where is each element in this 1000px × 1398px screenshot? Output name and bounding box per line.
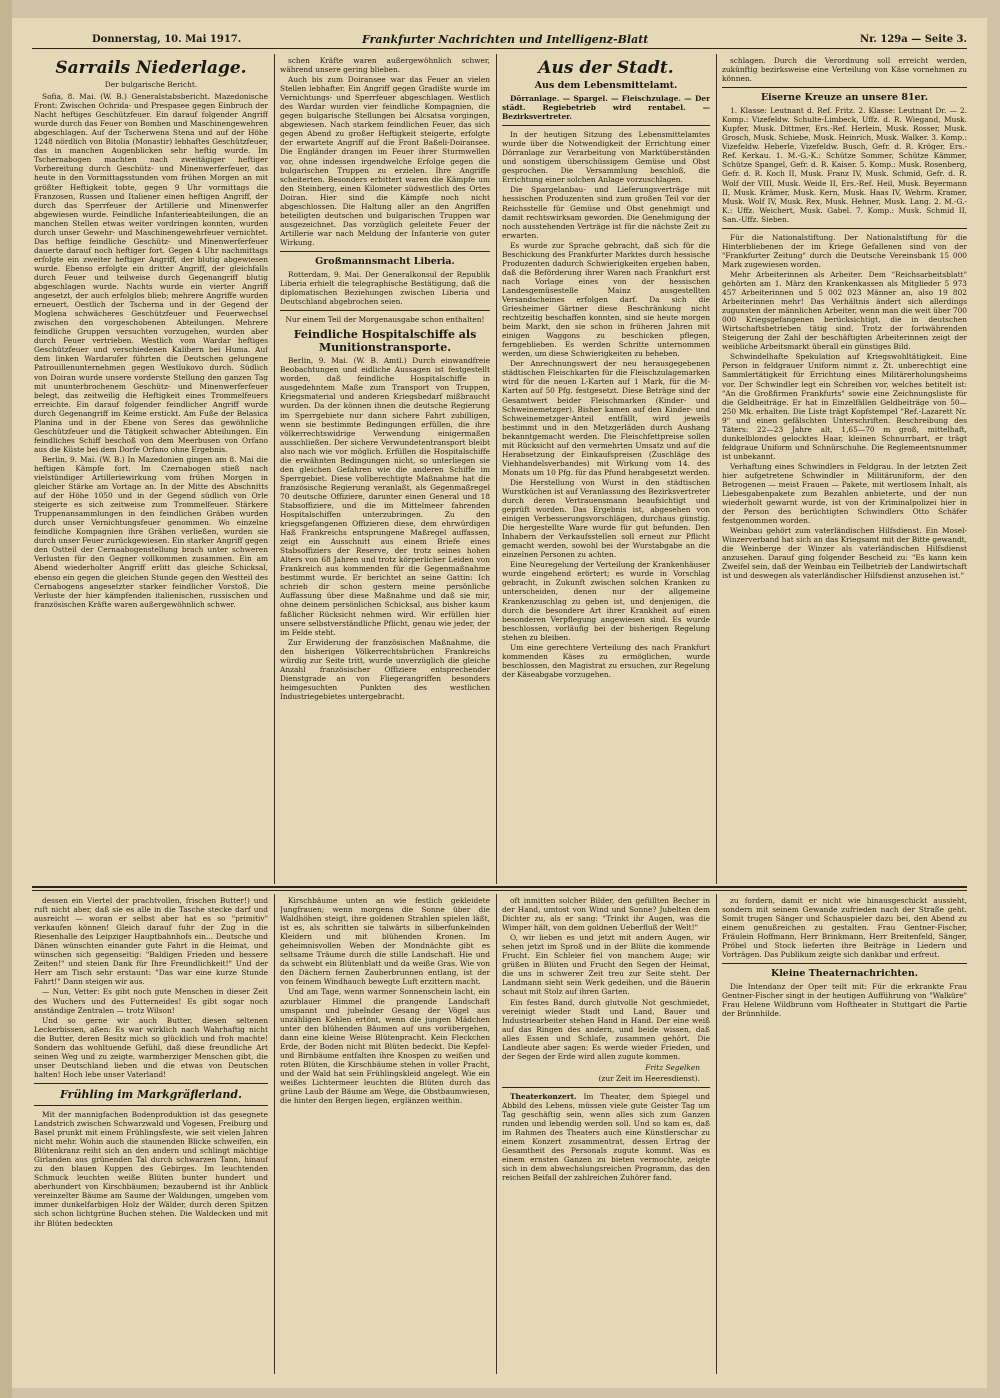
column-front-news bbox=[280, 56, 490, 882]
paragraph: Mit der mannigfachen Bodenproduktion ist das gesegnete Landstrich zwischen Schwarzwald und Vogesen, Freiburg und Basel prunkt mit einem Frühlingsfeste, wie seit vielen Jahren nicht mehr. Wohin auch die staunenden Blicke schweifen, ein Blütenkranz reiht sich an den andern und schlingt mächtige Girlanden aus grünenden Tal durch schwarzen Tann, hinauf zu den blauen Kuppen des Gebirges. Im leuchtenden Schmuck leuchten weiße Blüten bunter hundert und aberhundert von Kirschbäumen; bezaubernd ist ihr Anblick vereinzelter Bäume am Saume der Waldungen, umgeben vom immer dunkelfarbigen Holz der Wälder, durch deren Spitzen sich schon lichtgrüne Buchen stehen. Die Waldecken und mit ihr Blüten bedeckten bbox=[34, 1109, 268, 1228]
paragraph-text: Im Theater, dem Spiegel und Abbild des Lebens, müssen viele gute Geister Tag um Tag geschäftig sein, wenn alles sich zum Ganzen runden und lebendig werden soll. Und so kam es, daß im Rahmen des Theaters auch eine Künstlerschar zu einem Konzert zusammentrat, dessen Ertrag der Gesamtheit des Personals zugute kommt. Was es einem ernsten Ganzen zu bieten vermochte, zeigte sich in dem abwechslungsreichen Programm, das den reichen Beifall der zahlreichen Zuhörer fand. bbox=[502, 1091, 710, 1183]
paragraph: Und am Tage, wenn warmer Sonnenschein lacht, ein azurblauer Himmel die prangende Landschaft umspannt und jubelnder Gesang der Vögel aus unzähligen Kehlen ertönt, wenn die jungen Mädchen unter den blühenden Bäumen auf uns vorübergehen, dann eine kleine Weise Blütenpracht. Kein Fleckchen Erde, der Boden nicht mit Blüten bedeckt. Die Kepfel- und Birnbäume entfalten ihre Knospen zu weißen und roten Blüten, die Kirschbäume stehen in voller Pracht, und der Wald hat sein Frühlingskleid angelegt. Wie ein weißes Lichtermeer leuchten die Blüten durch das grüne Laub der Bäume am Wege, die Obstbaumwiesen, die hinter den Bergen liegen, erglänzen weithin. bbox=[280, 987, 490, 1106]
column-war-report bbox=[34, 56, 268, 882]
section-title: Aus der Stadt. bbox=[538, 58, 674, 78]
divider bbox=[34, 1105, 268, 1106]
divider bbox=[722, 963, 967, 964]
paragraph: Kirschbäume unten an wie festlich gekleidete Jungfrauen; wenn morgens die Sonne über die Waldhöhen steigt, ihre goldenen Strahlen spielen läßt, ist es, als schritten sie talwärts in silberfunkelnden Kleidern und mit blühenden Kronen. Im geheimnisvollen Weben der Mondnächte gibt es seltsame Träume durch die stille Landschaft. Hie und da schwebt ein Blütenblatt und da weiße Gras. Wie von den Dächern fernen Zauberbrunnen entlang, ist der von feinem Windhauch bewegte Luft erzittern macht. bbox=[280, 896, 490, 987]
paragraph: schlagen. Durch die Verordnung soll erreicht werden, zukünftig bezirksweise eine Verteilung von Käse vornehmen zu können. bbox=[722, 56, 967, 84]
paragraph: zu fordern, damit er nicht wie hinausgeschickt aussieht, sondern mit seinem Gewande zufrieden nach der Straße geht. Somit trugen Sänger und Schauspieler dazu bei, den Abend zu einem genußreichen zu gestalten. Frau Gentner-Fischer, Fräulein Hoffmann, Herr Brinkmann, Herr Breitenfeld, Sänger, Pröbel und Stock lieferten ihre Beiträge in Liedern und Vorträgen. Das Publikum zeigte sich dankbar und erfreut. bbox=[722, 896, 967, 960]
author-signature: Fritz Segelken bbox=[645, 1062, 700, 1072]
divider bbox=[722, 87, 967, 88]
column-rule bbox=[496, 54, 497, 884]
column-rule bbox=[716, 54, 717, 884]
divider bbox=[502, 125, 710, 126]
divider bbox=[280, 251, 490, 252]
column-city-news bbox=[502, 56, 710, 882]
feuilleton-column-3 bbox=[502, 896, 710, 1374]
paragraph: — Nun, Vetter: Es gibt noch gute Menschen in dieser Zeit des Wuchers und des Futterneides! Es gibt sogar noch anständige Zentralen — trotz Wilson! bbox=[34, 987, 268, 1015]
column-rule bbox=[496, 894, 497, 1374]
article-title: Eiserne Kreuze an unsere 81er. bbox=[760, 92, 929, 104]
article-title: Großmannsmacht Liberia. bbox=[315, 255, 455, 267]
paragraph: Eine Neuregelung der Verteilung der Krankenhäuser wurde eingehend erörtert; es wurde in Vorschlag gebracht, in Zukunft zwischen solchen Kranken zu unterscheiden, denen nur der allgemeine Krankenzuschlag zu geben ist, und denjenigen, die durch die besondere Art ihrer Krankheit auf einen besonderen Verpflegung angewiesen sind. Es wurde beschlossen, vorläufig bei der bisherigen Regelung stehen zu bleiben. bbox=[502, 560, 710, 642]
paragraph bbox=[502, 1092, 710, 1182]
article-summary: Dörranlage. — Spargel. — Fleischzulage. — Der städt. Regiebetrieb wird rentabel. — Bezirksvertreter. bbox=[502, 94, 710, 122]
binding-edge bbox=[0, 0, 12, 1398]
paragraph: In der heutigen Sitzung des Lebensmittelamtes wurde über die Notwendigkeit der Errichtung einer Dörranlage zur Verarbeitung von Marktüberständen und sonstigem überschüssigem Gemüse und Obst gesprochen. Die Versammlung beschloß, die Errichtung einer solchen Anlage vorzuschlagen. bbox=[502, 130, 710, 185]
paragraph: Und so gerne wir auch Butter, diesen seltenen Leckerbissen, aßen: Es war wirklich nach Wahrhaftig nicht die Butter, deren Besitz mich so glücklich und froh machte! Sondern das wohltuende Gefühl, daß diese freundliche Art seinen Weg und zu zeigte, warmherziger Menschen gibt, die unser Deutschland lieben und die etwas von Deutschen halten! Hoch lebe unser Vaterland! bbox=[34, 1015, 268, 1079]
divider bbox=[502, 1087, 710, 1088]
paragraph: Auch bis zum Doiransee war das Feuer an vielen Stellen lebhafter. Ein Angriff gegen Gradište wurde im Vernichtungs- und Sperrfeuer abgeschlagen. Westlich des Wardar wurden vier feindliche Kompagnien, die gegen bulgarische Stellungen bei Alcsatsa vorgingen, abgewiesen. Nach starkem feindlichen Feuer, das sich gegen Abend zu großer Heftigkeit steigerte, erfolgte der erwartete Angriff auf die Front Baßeli-Doiransee. Die Engländer drangen im Feuer ihrer Sturmwellen vor, ohne indessen irgendwelche Erfolge gegen die bulgarischen Truppen zu erzielen. Ihre Angriffe scheiterten. Besonders erbittert waren die Kämpfe um den Steinberg, einen Kilometer südwestlich des Ortes Doiran. Hier sind die Kämpfe noch nicht abgeschlossen. Die Haltung aller an den Angriffen beteiligten deutschen und bulgarischen Truppen war ausgezeichnet. Das vorzüglich geleitete Feuer der Artillerie war nach Meldung der Infanterie von guter Wirkung. bbox=[280, 75, 490, 247]
feuilleton-column-1 bbox=[34, 896, 268, 1374]
paragraph: Mehr Arbeiterinnen als Arbeiter. Dem "Reichsarbeitsblatt" gehörten am 1. März den Krankenkassen als Mitglieder 5 973 457 Arbeiterinnen und 5 002 023 Männer an, also 19 802 Arbeiterinnen mehr! Das Verhältnis ändert sich allerdings zugunsten der männlichen Arbeiter, wenn man die weit über 700 000 Kriegsgefangenen berücksichtigt, die in deutschen Wirtschaftsbetrieben tätig sind. Trotz der fortwährenden Steigerung der Zahl der beschäftigten Arbeiterinnen zeigt der weibliche Arbeitsmarkt überall ein günstiges Bild. bbox=[722, 269, 967, 352]
article-title: Aus dem Lebensmittelamt. bbox=[534, 80, 678, 91]
issue-number: Nr. 129a — Seite 3. bbox=[859, 34, 967, 45]
edition-note: Nur einem Teil der Morgenausgabe schon enthalten! bbox=[285, 315, 485, 325]
page-header bbox=[32, 32, 967, 49]
paragraph: Schwindelhafte Spekulation auf Kriegswohltätigkeit. Eine Person in feldgrauer Uniform nimmt z. Zt. unberechtigt eine Sammlertätigkeit für Errichtung eines Militärerholungsheims vor. Der Schwindler legt ein Schreiben vor, welches betitelt ist: "An die Großfirmen Frankfurts" sowie eine Zeichnungsliste für die Geldbeiträge. Er hat in Einzelfällen Geldbeiträge von 50—250 Mk. erhalten. Die Liste trägt Kopfstempel "Ref.-Lazarett Nr. 9" und einen gefälschten Unterschriften. Beschreibung des Täters: 22—23 Jahre alt, 1,65—70 m groß, mittelhaft, dunkelblondes gelocktes Haar, kleinen Schnurrbart, er trägt feldgraue Uniform und Schnürschuhe. Die Reglemeentsnummer ist unbekannt. bbox=[722, 352, 967, 461]
paragraph: Die Spargelanbau- und Lieferungsverträge mit hessischen Produzenten sind zum großen Teil vor der Reichsstelle für Gemüse und Obst genehmigt und damit rechtswirksam geworden. Die Genehmigung der noch ausstehenden Verträge ist für die nächste Zeit zu erwarten. bbox=[502, 185, 710, 240]
column-rule bbox=[274, 54, 275, 884]
author-note: (zur Zeit im Heeresdienst). bbox=[598, 1073, 700, 1083]
paragraph: Berlin, 9. Mai. (W. B.) In Mazedonien gingen am 8. Mai die heftigen Kämpfe fort. Im Czernabogen stieß nach vielstündiger Artilleriewirkung vom frühen Morgen in gleicher Stärke am Vortage an. In der Mitte des Abschnitts auf der Höhe 1050 und in der Gegend südlich von Orle steigerte es sich zeitweise zum Trommelfeuer. Stärkere Truppenansammlungen in den feindlichen Gräben wurden durch unser Vernichtungsfeuer genommen. Wo einzelne feindliche Kompagnien ihre Gräben verließen, wurden sie durch unser Feuer zurückgewiesen. Ein starker Angriff gegen den Ostteil der Cernaabogenstellung brach unter schweren Verlusten für den Gegner vollkommen zusammen. Ein am Abend wiederholter Angriff erlitt das gleiche Schicksal, ebenso ein gegen die gleichen Stunde gegen den Westteil des Cernabogens angesetzter starker feindlicher Vorstoß. Die Verluste der hier kämpfenden italienischen, russischen und französischen Kräfte waren außergewöhnlich schwer. bbox=[34, 454, 268, 609]
paragraph: Um eine gerechtere Verteilung des nach Frankfurt kommenden Käses zu ermöglichen, wurde beschlossen, den Magistrat zu ersuchen, zur Regelung der Käseabgabe vorzugehen. bbox=[502, 642, 710, 679]
paragraph: Der Anrechnungswert der neu herausgegebenen städtischen Fleischkarten für die Fleischzulagemarken wird für die neuen L-Karten auf 1 Mark, für die M-Karten auf 50 Pfg. festgesetzt. Diese Beträge sind der Gesamtwert beider Fleischmarken (Kinder- und Schweinemetzger). Bisher kamen auf den Kinder- und Schweinemetzger-Anteil entfällt, wird jeweils bestimmt und in den Metzgerläden durch Aushang bekanntgemacht werden. Die Fleischfettpreise sollen mit Rücksicht auf den vermehrten Umsatz und auf die Herabsetzung der Einkaufspreisen (Zuschläge des Viehhandelsverbandes) mit Wirkung vom 14. des Monats um 10 Pfg. für das Pfund herabgesetzt werden. bbox=[502, 359, 710, 477]
masthead: Frankfurter Nachrichten und Intelligenz-Blatt bbox=[362, 33, 649, 46]
paragraph: Die Herstellung von Wurst in den städtischen Wurstküchen ist auf Veranlassung des Bezirksvertreter durch deren Vertrauensmann beaufsichtigt und geprüft worden. Das Ergebnis ist, abgesehen von einigen Verbesserungsvorschlägen, durchaus günstig. Die hergestellte Ware wurde für gut befunden. Den Inhabern der Verkaufsstellen soll erneut zur Pflicht gemacht werden, sowohl bei der Wurstabgabe an die einzelnen Personen zu achten. bbox=[502, 477, 710, 560]
paragraph: 1. Klasse: Leutnant d. Ref. Fritz. 2. Klasse: Leutnant Dr. — 2. Komp.: Vizefeldw. Schulte-Limbeck, Uffz. d. R. Wiegand, Musk. Kupfer, Musk. Dittmer, Ers.-Ref. Herlein, Musk. Rosser, Musk. Grosch, Musk. Schiebe, Musk. Heinrich, Musk. Walker. 3. Komp.: Vizefeldw. Heberle, Vizefeldw. Busch, Gefr. d. R. Kröger, Ers.-Ref. Kerkau. 1. M.-G.-K.: Schütze Sommer, Schütze Kämmer, Schütze Spangel, Gefr. d. R. Kaiser. 5. Komp.: Musk. Rosenberg, Gefr. d. R. Koch II, Musk. Franz IV, Musk. Schmid, Gefr. d. R. Wolf der VIII, Musk. Weide II, Ers.-Ref. Heil, Musk. Beyermann II, Musk. Krämer, Musk. Kern, Musk. Haas IV, Wehrm. Kramer, Musk. Wolf IV, Musk. Rex, Musk. Hehner, Musk. Lang. 2. M.-G.-K.: Uffz. Weichert, Musk. Gabel. 7. Komp.: Musk. Schmid II, San.-Uffz. Sieben. bbox=[722, 106, 967, 224]
divider bbox=[280, 310, 490, 311]
paragraph: Sofia, 8. Mai. (W. B.) Generalstabsbericht. Mazedonische Front: Zwischen Ochrida- und Prespasee gegen Einbruch der Nacht heftiges Geschützfeuer. Ein darauf folgender Angriff wurde durch das Feuer von Bomben und Maschinengewehren abgeschlagen. Auf der Tscherwena Stena und auf der Höhe 1248 nördlich von Bitolia (Monastir) lebhaftes Geschützfeuer, das in manchen Augenblicken sehr heftig wurde. Im Tschernabogen machten nach zweitägiger heftiger Vorbereitung durch Geschütz- und Minenwerferfeuer, das heute in den Vormittagsstunden vom frühen Morgen an mit größter Heftigkeit tobte, gegen 9 Uhr vormittags die Franzosen, Russen und Italiener einen heftigen Angriff, der durch das Sperrfeuer der Artillerie und Minenwerfer abgewiesen wurde. Feindliche Infanterieabteilungen, die an manchen Stellen etwas weiter vordringen konnten, wurden durch unser Gewehr- und Maschinengewehrfeuer vernichtet. Das heftige feindliche Geschütz- und Minenwerferfeuer dauerte darauf noch heftiger fort. Gegen 4 Uhr nachmittags erfolgte ein zweiter heftiger Angriff, der blutig abgewiesen wurde. Ebenso erfolgte ein dritter Angriff, der gleichfalls durch Feuer und teilweise durch Gegenangriff blutig abgeschlagen wurde. Nachts wurde ein vierter Angriff angesetzt, der auch erfolglos blieb; mehrere Angriffe wurden erneuert. Oestlich der Tscherna und in der Gegend der Moglena schwächeres Geschützfeuer und Feuerwechsel zwischen den vorgeschobenen Abteilungen. Mehrere feindliche Gruppen versuchten vorzugehen, wurden aber durch Feuer vertrieben. Westlich vom Wardar heftiges Geschützfeuer und verschiedenen Kalibern bei Huma. Auf dem linken Wardarufer führten die Deutschen gelungene Patrouillenunternehmen gegen Westlukovo durch. Südlich von Doiran wurde unsere vorderste Stellung den ganzen Tag mit ununterbrochenem Geschütz- und Minenwerferfeuer belegt, das zeitweilig die Heftigkeit eines Trommelfeuers erreichte. Ein darauf folgender feindlicher Angriff wurde durch Gegenangriff im Keime erstickt. Am Fuße der Belasica Planina und in der Ebene von Seres das gewöhnliche Geschützfeuer und die Tätigkeit schwacher Abteilungen. Ein feindliches Schiff beschoß von dem Meerbusen von Orfano aus die Küste bei dem Dorfe Orfano ohne Ergebnis. bbox=[34, 92, 268, 454]
article-title: Theaterkonzert. bbox=[510, 1091, 577, 1101]
article-title: Feindliche Hospitalschiffe als Munitionstransporte. bbox=[293, 328, 477, 355]
article-title: Sarrails Niederlage. bbox=[55, 58, 247, 78]
paragraph: Zur Erwiderung der französischen Maßnahme, die den bisherigen Völkerrechtsbrüchen Frankreichs würdig zur Seite tritt, wurde unverzüglich die gleiche Anzahl französischer Offiziere entsprechender Dienstgrade an von Fliegerangriffen besonders heimgesuchten Punkten des westlichen Industriegebietes untergebracht. bbox=[280, 637, 490, 701]
column-local-notes bbox=[722, 56, 967, 882]
paragraph: Es wurde zur Sprache gebracht, daß sich für die Beschickung des Frankfurter Marktes durch hessische Produzenten dadurch Schwierigkeiten ergeben haben, daß die Beförderung ihrer Waren nach Frankfurt erst nach Vorlage eines von der hessischen Landesgemüsestelle Mainz ausgestellten Versandscheines erfolgen darf. Da sich die Griesheimer Gärtner diese Beschränkung nicht rechtzeitig beschaffen konnten, sind sie heute morgen beim Markt, den sie schon in früheren Jahren mit einigen Waggons zu beschicken pflegen, ferngeblieben. Es werden Schritte unternommen werden, um diese Schwierigkeiten zu beheben. bbox=[502, 240, 710, 359]
article-title: Kleine Theaternachrichten. bbox=[770, 968, 919, 980]
feuilleton-rule bbox=[32, 890, 967, 891]
feuilleton-column-2 bbox=[280, 896, 490, 1374]
article-subtitle: Der bulgarische Bericht. bbox=[104, 80, 198, 89]
divider bbox=[34, 1083, 268, 1084]
paragraph: O, wir lieben es und jetzt mit andern Augen, wir sehen jetzt im Sproß und in der Blüte die kommende Frucht. Ein Schleier fiel von manchem Auge; wir grüßen in Blüten und Frucht den Segen der Heimat, die uns in schwerer Zeit treu zur Seite steht. Der Landmann sieht sein Werk gedeihen, und die Bäuerin schaut mit Stolz auf ihren Garten. bbox=[502, 933, 710, 997]
divider bbox=[722, 228, 967, 229]
column-rule bbox=[274, 894, 275, 1374]
paragraph: oft inmitten solcher Bilder, den gefüllten Becher in der Hand, umtost von Wind und Sonne? Jubelten dem Dichter zu, als er sang: "Trinkt ihr Augen, was die Wimper hält, von dem goldnen Ueberfluß der Welt!" bbox=[502, 896, 710, 933]
feuilleton-column-4 bbox=[722, 896, 967, 1374]
feuilleton-rule bbox=[32, 886, 967, 888]
paragraph: dessen ein Viertel der prachtvollen, frischen Butter!) und ruft nicht aber, daß sie es alle in die Tasche stecke darf und ausreicht — woran er selbst aber hat es so "primitiv" verkaufen können! Gleich darauf fuhr der Zug in die Riesenhalle des Leipziger Hauptbahnhofs ein... Deutsche und Dänen wünschten einander gute Fahrt in die Heimat, und wünschen sich gegenseitig: "Baldigen Frieden und bessere Zeiten!" und steien Dank für Ihre Freundlichkeit!" Und der Herr am Tisch sehr erstaunt: "Das war eine kurze Stunde Fahrt!" Dann steigen wir aus. bbox=[34, 896, 268, 987]
paragraph: Die Intendanz der Oper teilt mit: Für die erkrankte Frau Gentner-Fischer singt in der heutigen Aufführung von "Walküre" Frau Helene Wildbrunn vom Hoftheater in Stuttgart die Partie der Brünnhilde. bbox=[722, 982, 967, 1019]
paragraph: Für die Nationalstiftung. Der Nationalstiftung für die Hinterbliebenen der im Kriege Gefallenen sind von der "Frankfurter Zeitung" durch die Deutsche Vereinsbank 15 000 Mark zugewiesen worden. bbox=[722, 232, 967, 269]
issue-date: Donnerstag, 10. Mai 1917. bbox=[92, 34, 242, 45]
newspaper-page bbox=[12, 18, 987, 1388]
paragraph: Ein festes Band, durch glutvolle Not geschmiedet, vereinigt wieder Stadt und Land, Bauer und Industriearbeiter stehen Hand in Hand. Der eine weiß auf das Ringen des andern, und beide wissen, daß alles Essen und Schlafe, zusammen gehört. Die Landleute aber sagen: Es werde wieder Frieden, und der Segen der Erde wird allen zugute kommen. bbox=[502, 997, 710, 1061]
article-title: Frühling im Markgräflerland. bbox=[60, 1087, 242, 1101]
paragraph: Rotterdam, 9. Mai. Der Generalkonsul der Republik Liberia erhielt die telegraphische Bestätigung, daß die diplomatischen Beziehungen zwischen Liberia und Deutschland abgebrochen seien. bbox=[280, 269, 490, 307]
column-rule bbox=[716, 894, 717, 1374]
paragraph: Berlin, 9. Mai. (W. B. Amtl.) Durch einwandfreie Beobachtungen und eidliche Aussagen ist festgestellt worden, daß feindliche Hospitalschiffe in ausgedehntem Maße zum Transport von Truppen, Kriegsmaterial und anderen Kriegsbedarf mißbraucht wurden. Da der können ihnen die deutsche Regierung im Sperrgebiete nur dann sichere Fahrt zubilligen, wenn sie bestimmte Bedingungen erfüllen, die ihre völkerrechtswidrige Verwendung einigermaßen ausschließen. Der sichere Verwundetentransport bleibt also nach wie vor möglich. Erfüllen die Hospitalschiffe die erwähnten Bedingungen nicht, so unterliegen sie den gleichen Gefahren wie die anderen Schiffe im Sperrgebiet. Diese vollberechtigte Maßnahme hat die französische Regierung veranlaßt, als Gegenmaßregel 70 deutsche Offiziere, darunter einen General und 18 Stabsoffiziere, und die im Mittelmeer fahrenden Hospitalschiffen unterzubringen. Zu den kriegsgefangenen Offizieren diese, dem ehrwürdigen Haß Frankreichs entsprungene Maßregel auffassen, zeigt ein Ausschnitt aus einem Briefe eines Stabsoffiziers der Reserve, der trotz seines hohen Alters von 68 Jahren und trotz körperlicher Leiden von Frankreich aus kommenden für die Gegenmaßnahme bestimmt wurde. Er berichtet an seine Gattin: Ich schrieb dir schon gestern meine persönliche Auffassung über diese Maßnahme und daß sie mir, ohne deinem persönlichen Schicksal, aus bisher kaum faßlicher Rücksicht nehmen wird. Wir erfüllen hier unsere selbstverständliche Pflicht, genau wie jeder, der im Felde steht. bbox=[280, 356, 490, 637]
paragraph: schen Kräfte waren außergewöhnlich schwer, während unsere gering blieben. bbox=[280, 56, 490, 75]
paragraph: Verhaftung eines Schwindlers in Feldgrau. In der letzten Zeit hier aufgetretene Schwindler in Militäruniform, der den Betrogenen — meist Frauen — Pakete, mit wertlosem Inhalt, als Liebesgabenpakete zum Bezahlen anbieterte, und der nun wiederholt gewarnt wurde, ist von der Kriminalpolizei hier in der Person des berüchtigten Schwindlers Otto Schäfer festgenommen worden. bbox=[722, 461, 967, 526]
paragraph: Weinbau gehört zum vaterländischen Hilfsdienst. Ein Mosel-Winzerverband hat sich an das Kriegsamt mit der Bitte gewandt, die Weinberge der Winzer als vaterländischen Hilfsdienst anzusehen. Darauf ging folgender Bescheid zu: "Es kann kein Zweifel sein, daß der Weinbau ein Teilbetrieb der Landwirtschaft ist und deswegen als vaterländischer Hilfsdienst anzusehen ist." bbox=[722, 526, 967, 581]
